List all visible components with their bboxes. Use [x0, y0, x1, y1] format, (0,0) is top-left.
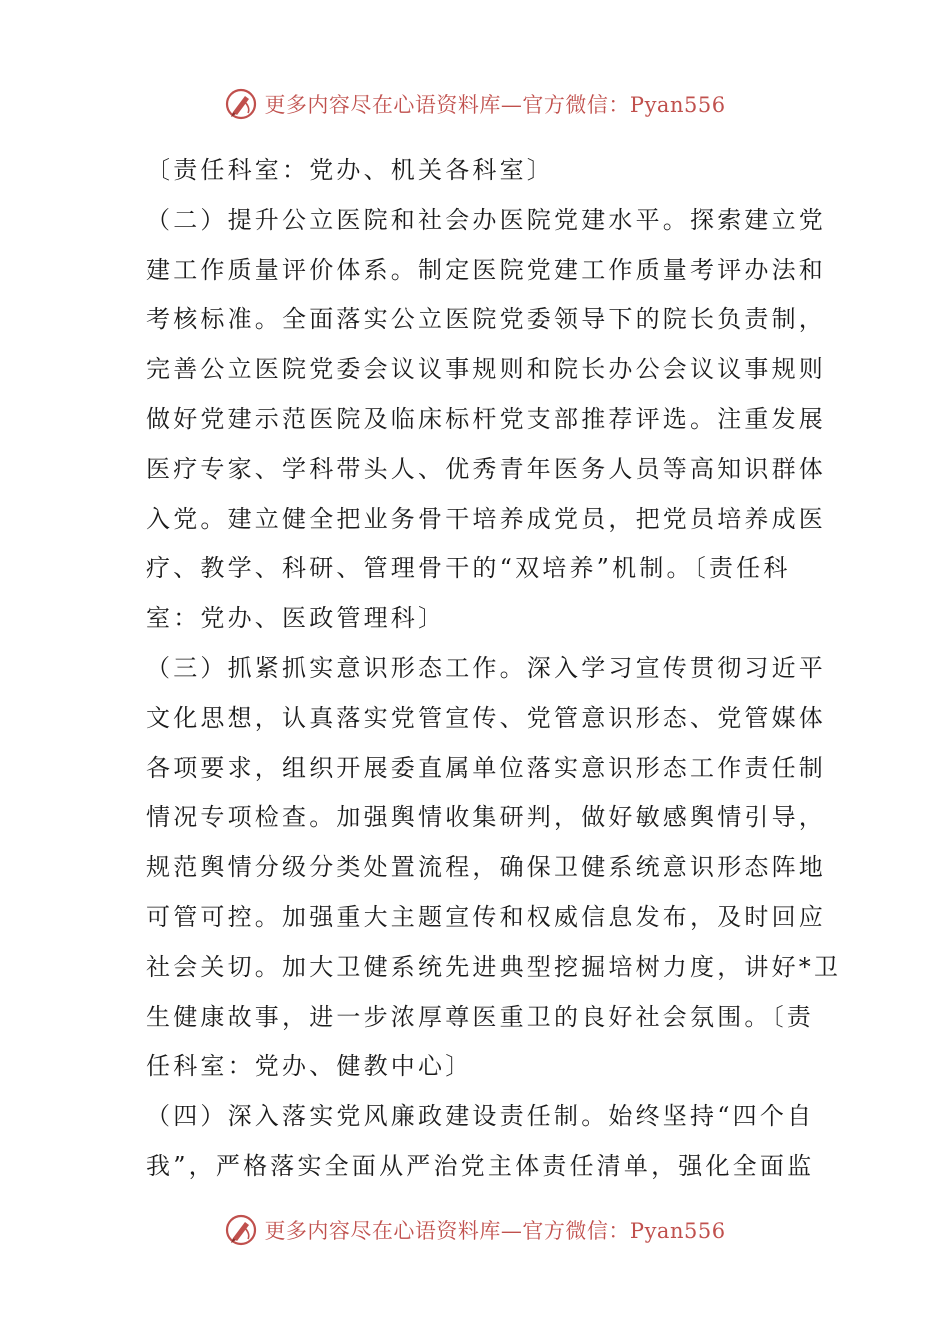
- body-line: 规范舆情分级分类处置流程，确保卫健系统意识形态阵地: [146, 853, 826, 882]
- body-line: 社会关切。加大卫健系统先进典型挖掘培树力度，讲好*卫: [146, 952, 842, 981]
- body-line: 疗、教学、科研、管理骨干的“双培养”机制。〔责任科: [146, 554, 791, 583]
- header-banner: [0, 80, 950, 128]
- pen-logo-icon: [224, 87, 258, 121]
- banner-text: 更多内容尽在心语资料库—官方微信：Pyan556: [264, 93, 726, 117]
- footer-banner: [0, 1206, 950, 1254]
- body-line: 可管可控。加强重大主题宣传和权威信息发布，及时回应: [146, 902, 826, 931]
- pen-logo-icon: [224, 1213, 258, 1247]
- body-line: 文化思想，认真落实党管宣传、党管意识形态、党管媒体: [146, 703, 826, 732]
- body-line: 室：党办、医政管理科〕: [146, 604, 446, 633]
- body-line: 建工作质量评价体系。制定医院党建工作质量考评办法和: [146, 255, 826, 284]
- body-line: 做好党建示范医院及临床标杆党支部推荐评选。注重发展: [146, 404, 826, 433]
- body-line: 〔责任科室：党办、机关各科室〕: [146, 156, 554, 184]
- body-line: 完善公立医院党委会议议事规则和院长办公会议议事规则: [146, 355, 826, 384]
- body-line: （二）提升公立医院和社会办医院党建水平。探索建立党: [146, 205, 826, 234]
- document-body: [146, 146, 842, 1192]
- body-line: 情况专项检查。加强舆情收集研判，做好敏感舆情引导，: [146, 803, 826, 832]
- body-line: 入党。建立健全把业务骨干培养成党员，把党员培养成医: [146, 504, 826, 533]
- body-line: 我”，严格落实全面从严治党主体责任清单，强化全面监: [146, 1151, 815, 1180]
- body-line: （三）抓紧抓实意识形态工作。深入学习宣传贯彻习近平: [146, 653, 826, 682]
- body-line: （四）深入落实党风廉政建设责任制。始终坚持“四个自: [146, 1102, 815, 1131]
- banner-text: 更多内容尽在心语资料库—官方微信：Pyan556: [264, 1219, 726, 1243]
- body-line: 考核标准。全面落实公立医院党委领导下的院长负责制，: [146, 305, 826, 334]
- body-line: 任科室：党办、健教中心〕: [146, 1052, 473, 1081]
- body-line: 生健康故事，进一步浓厚尊医重卫的良好社会氛围。〔责: [146, 1002, 814, 1031]
- body-line: 医疗专家、学科带头人、优秀青年医务人员等高知识群体: [146, 454, 826, 483]
- body-line: 各项要求，组织开展委直属单位落实意识形态工作责任制: [146, 753, 826, 782]
